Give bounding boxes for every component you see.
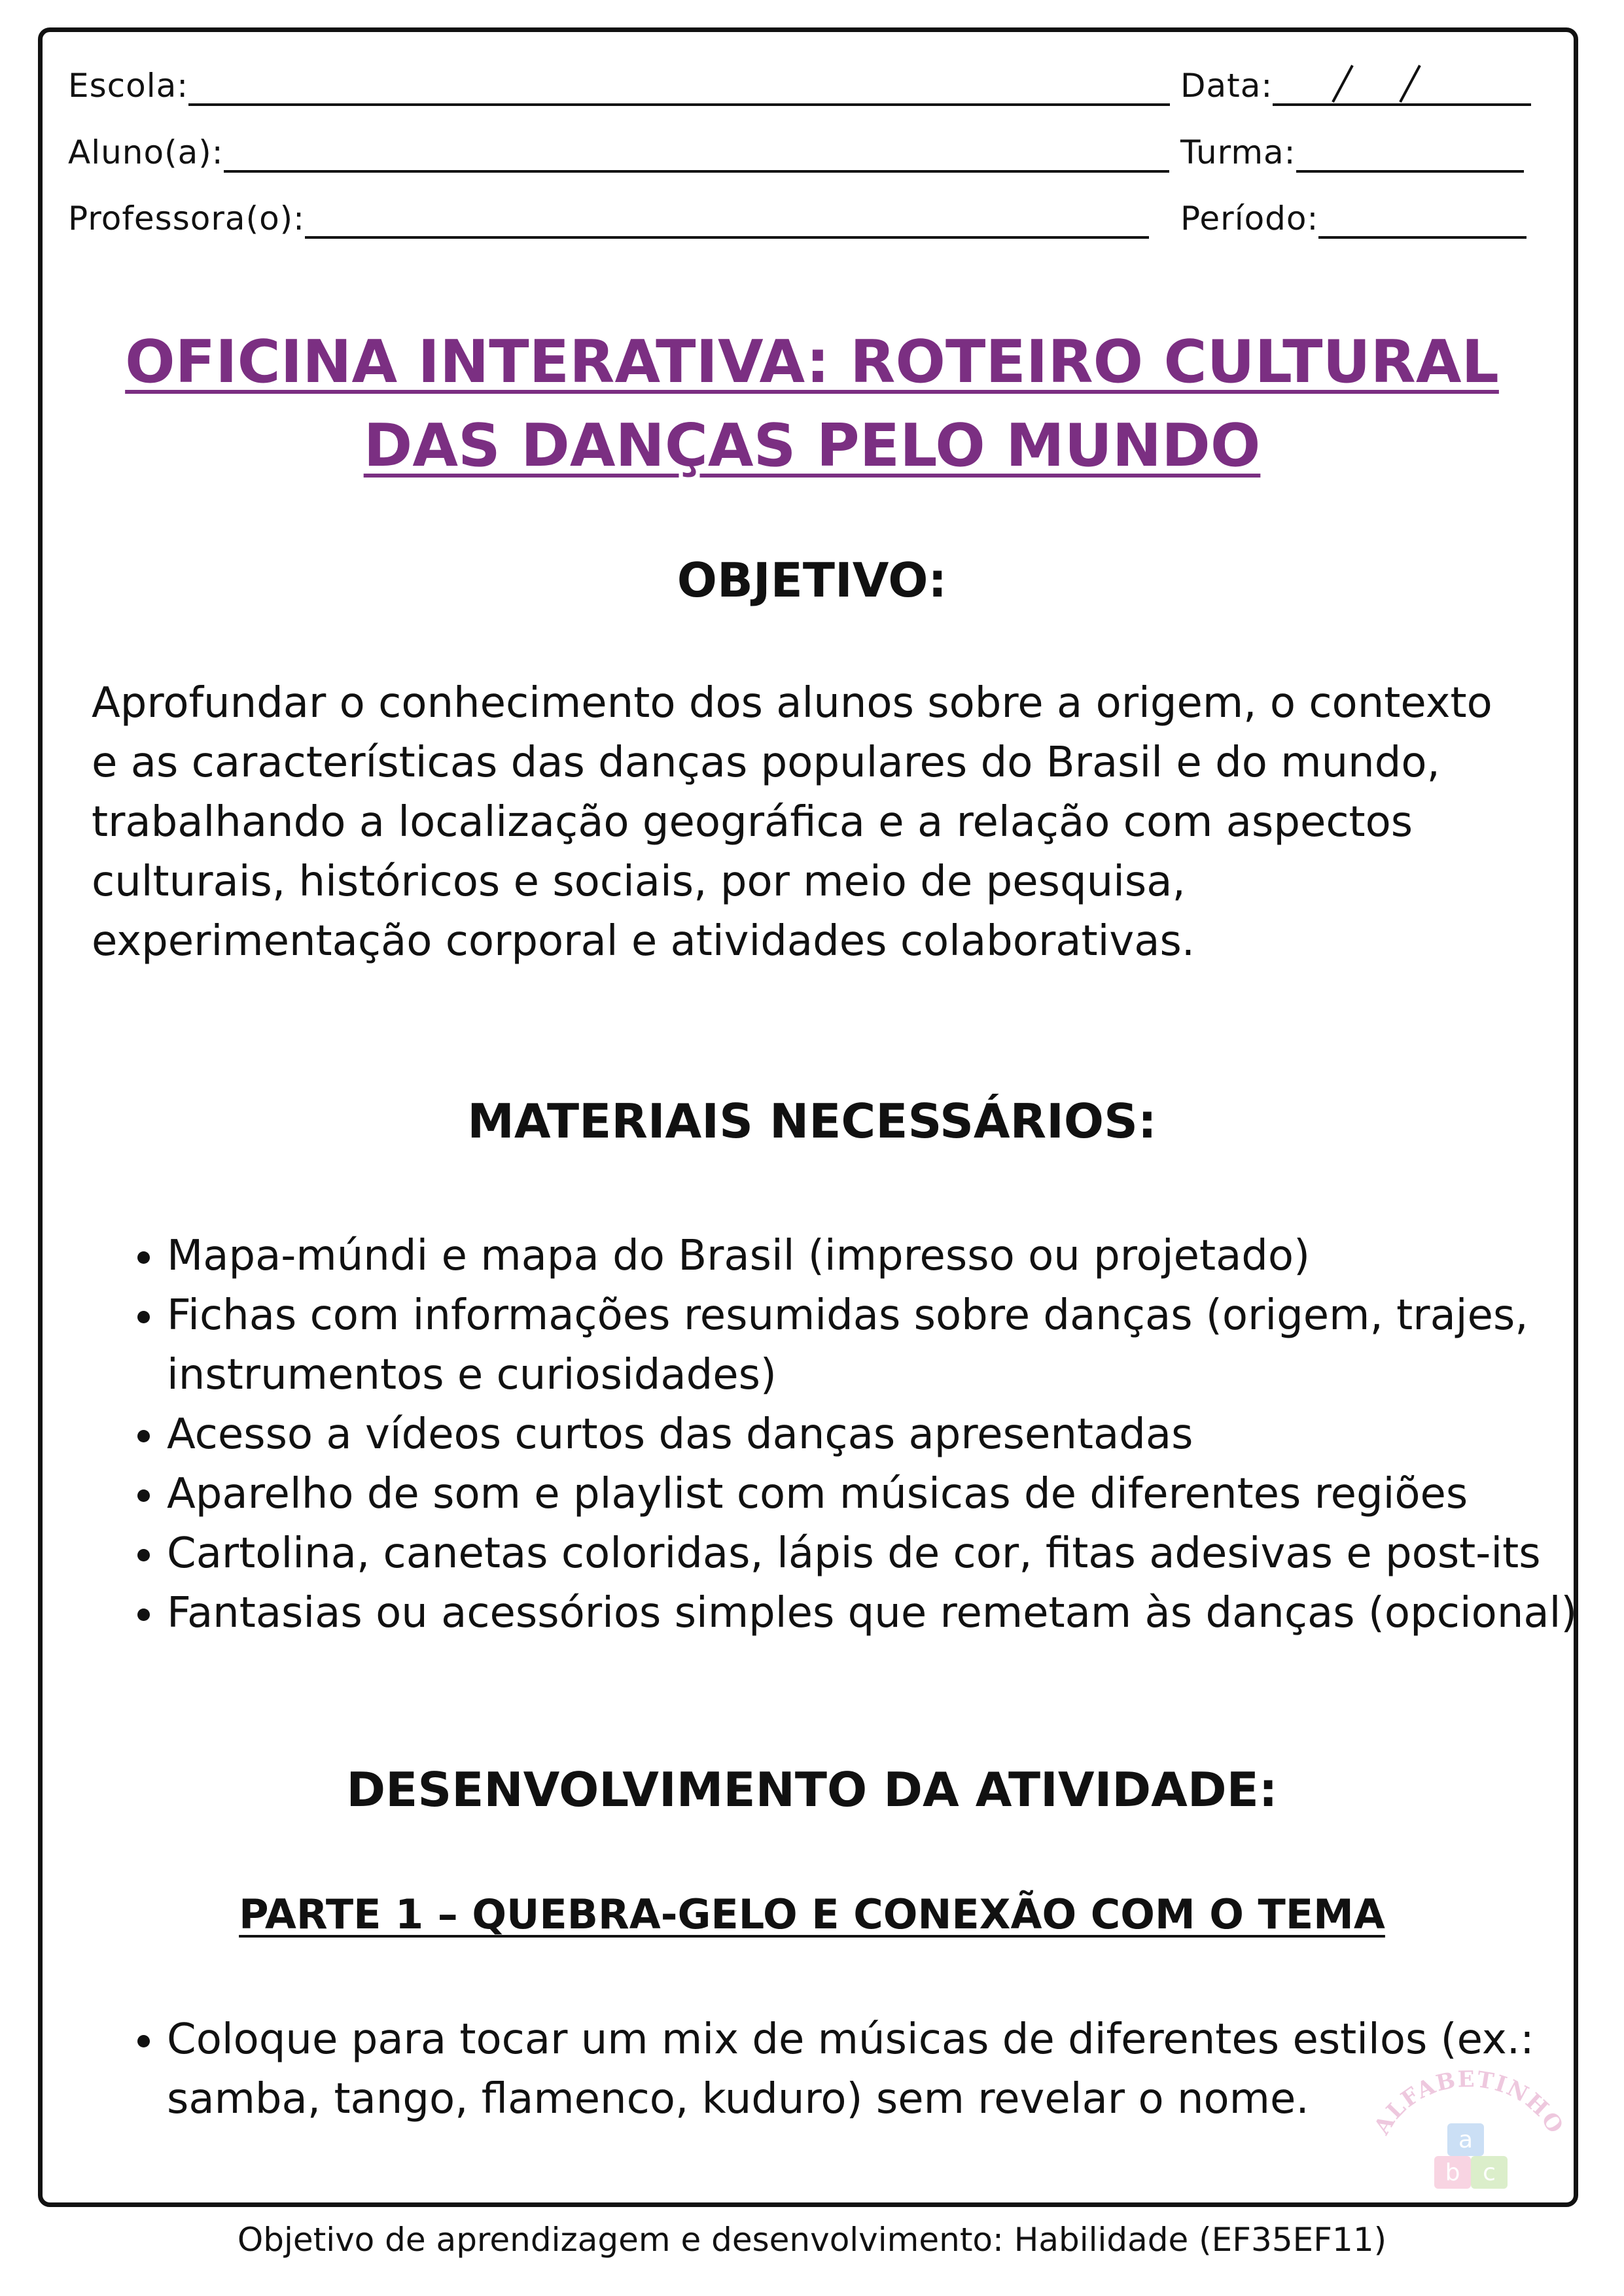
- data-label: Data:: [1180, 67, 1273, 105]
- title-line-1: OFICINA INTERATIVA: ROTEIRO CULTURAL: [125, 328, 1499, 396]
- escola-label: Escola:: [68, 67, 189, 105]
- svg-text:b: b: [1445, 2159, 1460, 2186]
- list-item: • Aparelho de som e playlist com músicas de diferentes regiões: [167, 1465, 1593, 1524]
- objetivo-text: Aprofundar o conhecimento dos alunos sobre a origem, o contexto e as características das danças populares do Brasil e do mundo, trabalhando a localização geográfica e a relação com aspectos culturais, históricos e sociais, por meio de pesquisa, experimentação corporal e atividades colaborativas.: [92, 679, 1492, 965]
- turma-label: Turma:: [1180, 133, 1296, 171]
- turma-field: [1180, 127, 1524, 173]
- footer-habilidade: Objetivo de aprendizagem e desenvolvimento: Habilidade (EF35EF11): [237, 2221, 1387, 2259]
- turma-line[interactable]: [1296, 131, 1524, 173]
- desenvolvimento-heading: DESENVOLVIMENTO DA ATIVIDADE:: [346, 1762, 1278, 1817]
- list-item: • Fichas com informações resumidas sobre danças (origem, trajes, instrumentos e curiosidades): [167, 1286, 1593, 1405]
- aluno-line[interactable]: [224, 131, 1169, 173]
- list-item: • Cartolina, canetas coloridas, lápis de cor, fitas adesivas e post-its: [167, 1524, 1593, 1584]
- materiais-list: [105, 1226, 1593, 1643]
- svg-text:c: c: [1483, 2159, 1496, 2186]
- professora-label: Professora(o):: [68, 200, 306, 237]
- list-item: • Acesso a vídeos curtos das danças apresentadas: [167, 1405, 1593, 1465]
- page-title: [0, 321, 1624, 488]
- escola-line[interactable]: [188, 64, 1170, 106]
- periodo-line[interactable]: [1318, 197, 1527, 239]
- periodo-label: Período:: [1180, 200, 1319, 237]
- list-item: • Mapa-múndi e mapa do Brasil (impresso ou projetado): [167, 1226, 1593, 1286]
- list-item: • Fantasias ou acessórios simples que remetam às danças (opcional): [167, 1584, 1593, 1643]
- title-line-2: DAS DANÇAS PELO MUNDO: [363, 411, 1261, 480]
- parte1-heading: PARTE 1 – QUEBRA-GELO E CONEXÃO COM O TEMA: [239, 1890, 1385, 1938]
- professora-line[interactable]: [305, 197, 1149, 239]
- logo-text: ALFABETINHO: [1369, 2066, 1569, 2140]
- materiais-heading: MATERIAIS NECESSÁRIOS:: [467, 1094, 1157, 1149]
- periodo-field: [1180, 193, 1527, 239]
- aluno-label: Aluno(a):: [68, 133, 224, 171]
- data-field: [1180, 60, 1531, 106]
- svg-text:a: a: [1458, 2127, 1474, 2153]
- list-item: • Coloque para tocar um mix de músicas de diferentes estilos (ex.: samba, tango, flamenco, kuduro) sem revelar o nome.: [167, 2010, 1593, 2129]
- escola-field: [68, 60, 1170, 106]
- data-line[interactable]: [1273, 64, 1531, 106]
- professora-field: [68, 193, 1149, 239]
- date-slashes: [1273, 64, 1531, 103]
- aluno-field: [68, 127, 1169, 173]
- alfabetinho-logo: [1361, 2061, 1577, 2204]
- objetivo-heading: OBJETIVO:: [677, 553, 947, 608]
